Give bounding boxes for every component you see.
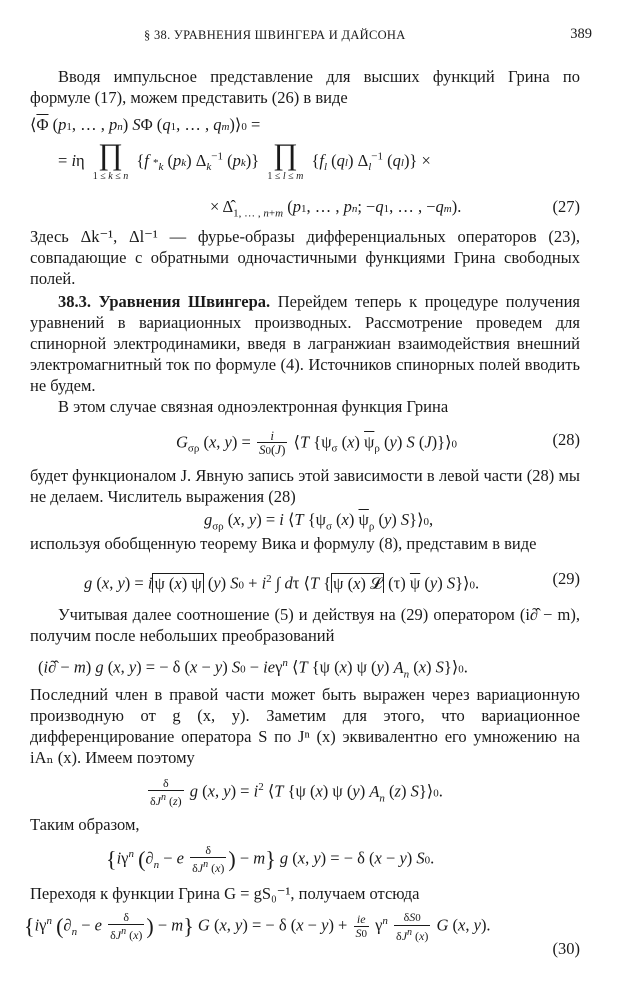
equation-number: (29) — [552, 569, 580, 588]
section-heading: 38.3. Уравнения Швингера. — [58, 292, 271, 311]
paragraph-intro: Вводя импульсное представление для высших функций Грина по формуле (17), можем представить (26) в виде — [30, 67, 580, 107]
page-header — [24, 22, 594, 44]
paragraph-section-38-3 — [30, 291, 580, 396]
equation-variational: $\frac{\delta}{\delta J^n (z)}$ g (x, $y) = i^2$ ⟨T {ψ (x) ψ (y) $A_n$ (z) S}⟩0. — [150, 776, 443, 809]
section-body: Перейдем теперь к процедуре получения уравнений в вариационных производных. Рассмотрение проведем для спинорной электродинамики, введя в лагранжиан взаимодействия внешний электромагнитный ток по формуле (4). Источников спинорных полей вводить не будем. — [30, 292, 580, 395]
paragraph-fourier: Здесь Δk⁻¹, Δl⁻¹ — фурье-образы дифференциальных операторов (23), совпадающие с обратными одночастичными функциями Грина свободных полей. — [30, 227, 580, 288]
page-number: 389 — [570, 26, 592, 42]
paragraph-functional: будет функционалом J. Явную запись этой зависимости в левой части (28) мы не делаем. Числитель выражения (28) — [30, 466, 580, 506]
paragraph-operator: Учитывая далее соотношение (5) и действуя на (29) оператором (i∂̂ − m), получим после небольших преобразований — [30, 605, 580, 645]
equation-number: (27) — [552, 197, 580, 216]
equation-27: $⟨\overline{\Phi}$ (p1, … , pn) SΦ (q1, … , qm)⟩0 = = iη ∏ 1 ≤ k ≤ n {f $*_k$ (pk) $\Delta_k^{-1}$ (pk)} ∏ 1 ≤ l ≤ m {$f_l$ (ql) $\Delta_l^{-1}$ (ql)} × × $\Deltâ_{1, \dots , n+m}$ (p1, … , pn; −q1, … , −qm). (27) — [30, 115, 580, 220]
paragraph-variation: Последний член в правой части может быть выражен через вариационную производную от g (x, y). Заметим для этого, что вариационное дифференцирование оператора S по Jⁿ (x) эквивалентно его умножению на iAₙ (x). Имеем поэтому — [30, 685, 580, 767]
page — [24, 22, 594, 960]
equation-g-equation: {$i\gamma^n$ ($\partial_n - e$ $\frac{\delta}{\delta J^n (x)}$ ) − m} g (x, y) = − δ (x − y) S0. — [106, 843, 435, 876]
equation-dirac-g: (i∂̂ − m) g (x, y) = − δ (x − y) S0 − ieγ$^n$ ⟨T {ψ (x) ψ (y) $A_n$ (x) S}⟩0. — [38, 657, 468, 680]
paragraph-connected-green: В этом случае связная одноэлектронная функция Грина — [58, 397, 449, 416]
running-head: § 38. УРАВНЕНИЯ ШВИНГЕРА И ДАЙСОНА — [144, 28, 406, 42]
equation-29: g (x, y) = i ψ (x) $\overline{\psi}$ (y) $S0 + i^2$ ∫ dτ ⟨T { ψ (x) 𝓛 (τ) $\overline{\psi}$ (y) S}⟩0. (29) — [84, 569, 580, 593]
paragraph-wick: используя обобщенную теорему Вика и формулу (8), представим в виде — [30, 534, 537, 553]
equation-numerator: $g_{\sigma\rho}$ (x, y) = i ⟨T {$\psi_\sigma$ (x) $\overline{\psi}_\rho$ (y) S}⟩0, — [204, 510, 434, 533]
equation-number: (30) — [552, 939, 580, 958]
paragraph-green-G: Переходя к функции Грина G = gS₀⁻¹, получаем отсюда — [30, 884, 420, 903]
equation-number: (28) — [552, 430, 580, 449]
paragraph-thus: Таким образом, — [30, 815, 140, 834]
equation-30: {$i\gamma^n$ ($\partial_n - e$ $\frac{\delta}{\delta J^n (x)}$ ) − m} G (x, y) = − δ (x − y) + $\frac{ie}{S0}$ $\gamma^n$ $\frac{\delta S0}{\delta J^n (x)}$ G (x, y). (30) — [24, 909, 580, 958]
equation-28: $G_{\sigma\rho}$ (x, y) = $\frac{i}{S0(J)}$ ⟨T {$\psi_\sigma$ (x) $\overline{\psi}_\rho$ (y) S (J)}⟩0 (28) — [176, 428, 580, 457]
